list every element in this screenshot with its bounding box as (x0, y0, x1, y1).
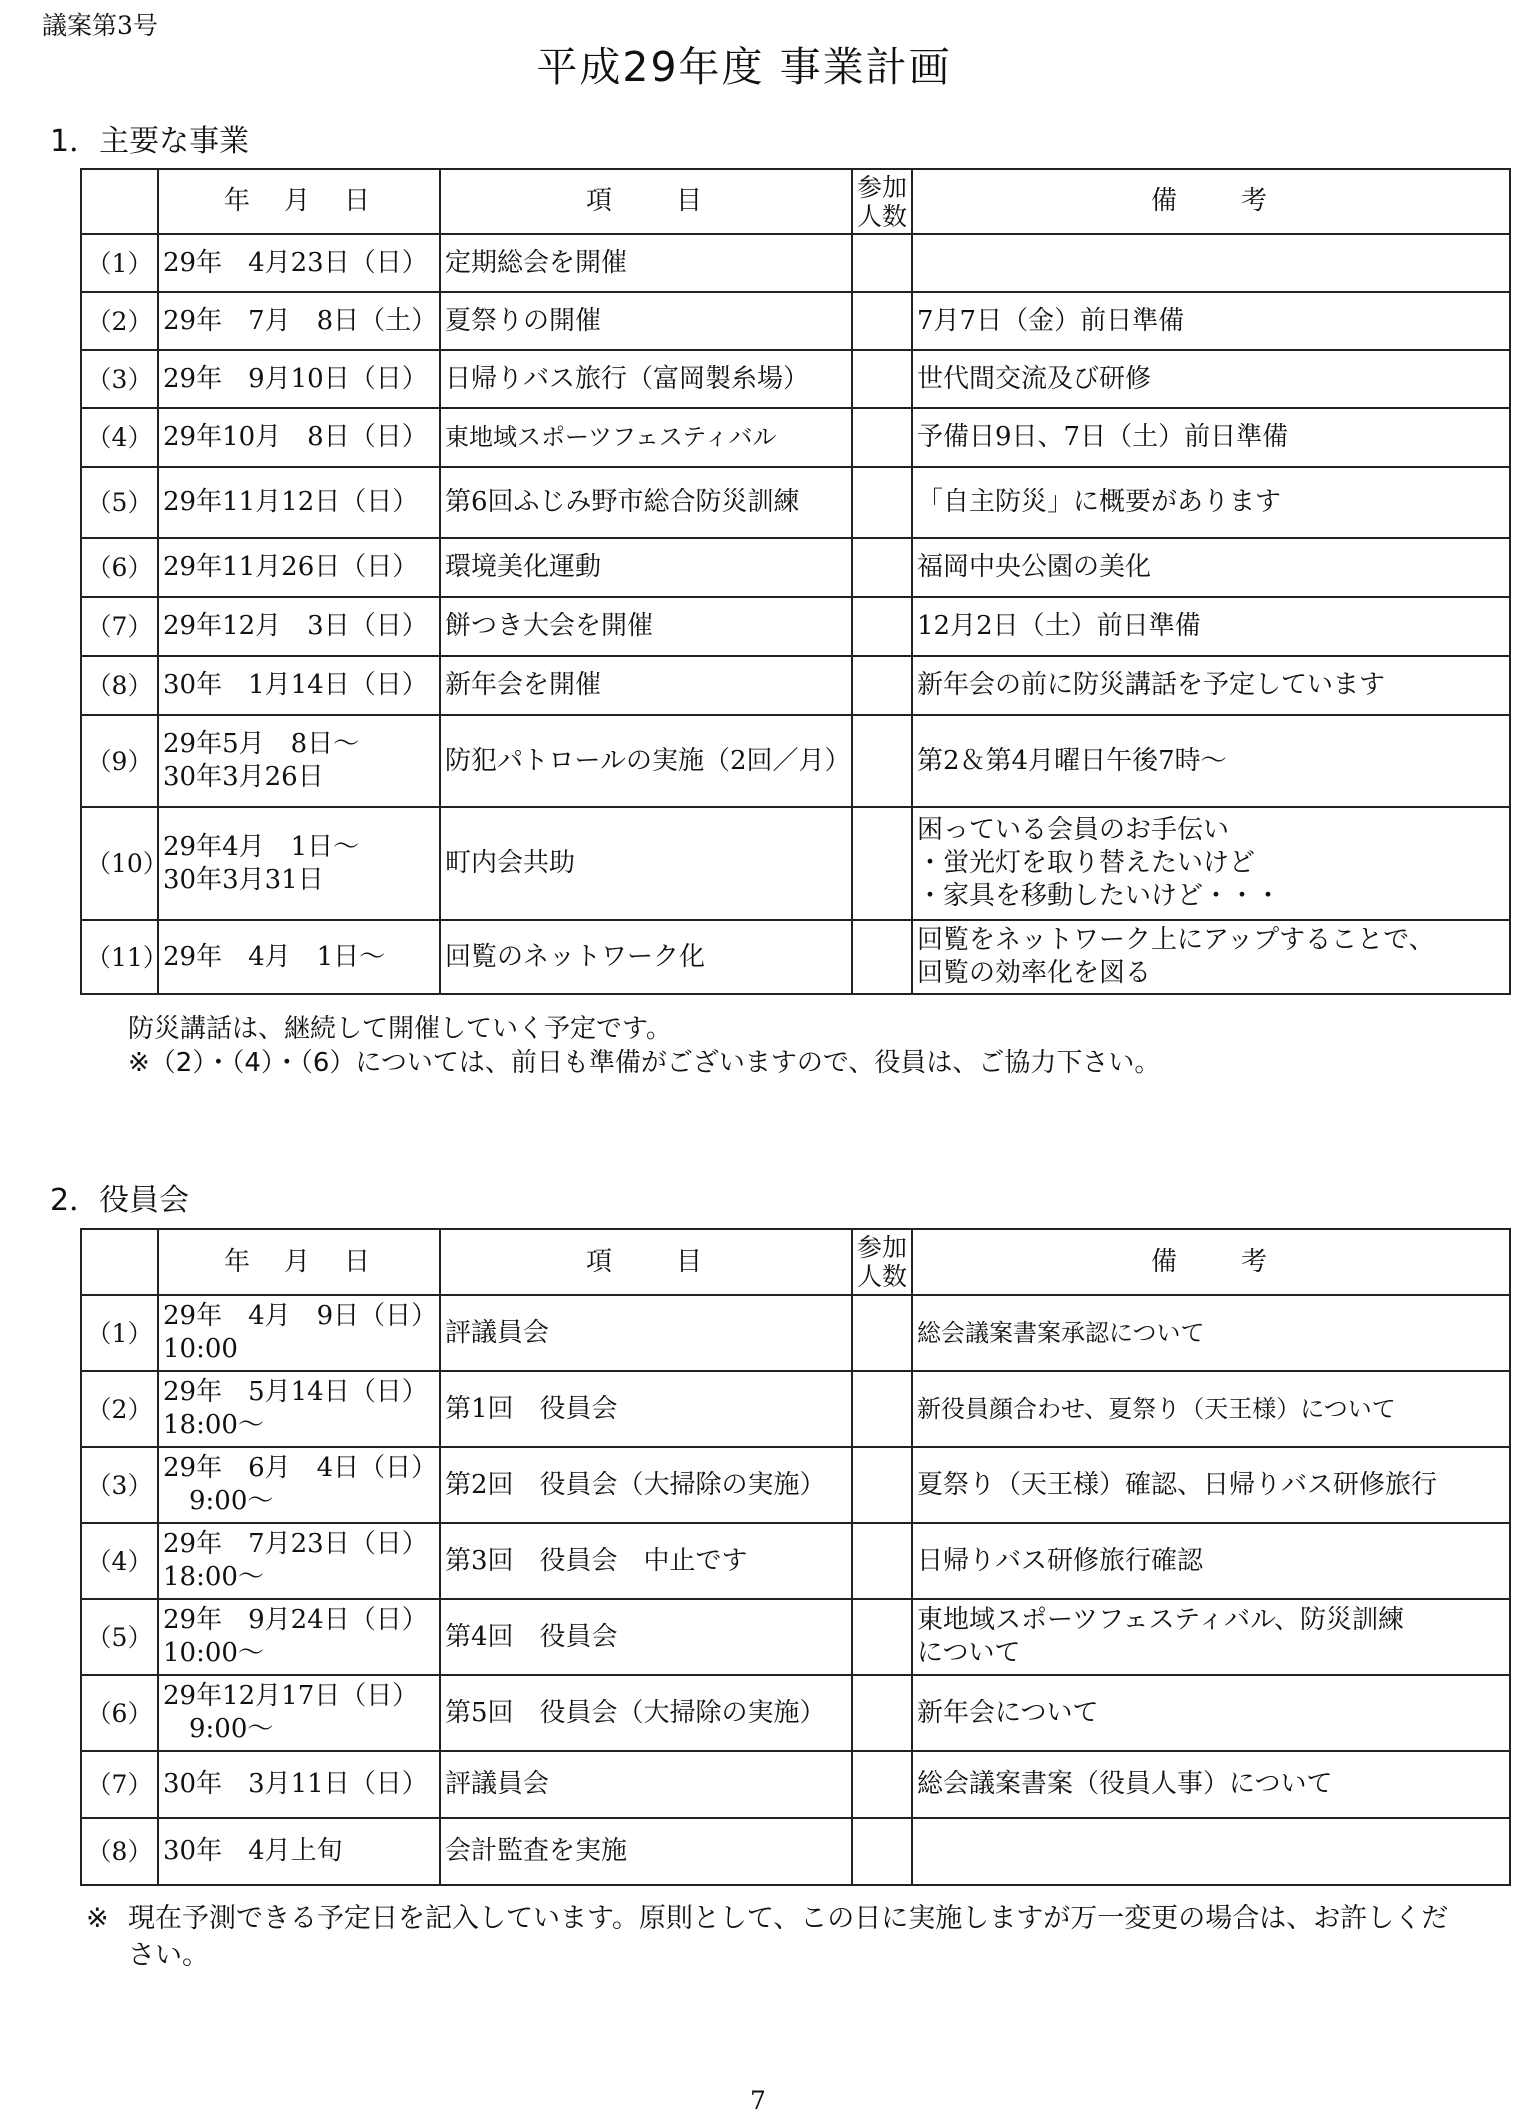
row-participants (852, 656, 912, 715)
main-events-notes (128, 1012, 1160, 1080)
row-date: 30年 3月11日（日） (158, 1751, 440, 1818)
row-note: 福岡中央公園の美化 (912, 538, 1510, 597)
page-title: 平成29年度 事業計画 (536, 43, 952, 91)
row-item: 第6回ふじみ野市総合防災訓練 (440, 467, 852, 538)
row-note: 新役員顔合わせ、夏祭り（天王様）について (912, 1371, 1510, 1447)
header-date: 年 月 日 (158, 169, 440, 234)
row-date: 29年 7月 8日（土） (158, 292, 440, 350)
row-date: 29年11月12日（日） (158, 467, 440, 538)
row-number: （9） (81, 715, 158, 807)
row-number: （7） (81, 1751, 158, 1818)
row-date: 29年10月 8日（日） (158, 408, 440, 467)
row-date: 29年4月 1日～ 30年3月31日 (158, 807, 440, 920)
table-row (81, 1675, 1510, 1751)
table-row (81, 408, 1510, 467)
section-heading-board-meetings: 2．役員会 (50, 1183, 190, 1218)
row-note: 7月7日（金）前日準備 (912, 292, 1510, 350)
table-header-row (81, 169, 1510, 234)
row-number: （2） (81, 292, 158, 350)
footnote-text-continued: さい。 (128, 1940, 209, 1971)
row-item: 夏祭りの開催 (440, 292, 852, 350)
row-number: （11） (81, 920, 158, 994)
table-row (81, 1751, 1510, 1818)
row-participants (852, 597, 912, 656)
row-note: 12月2日（土）前日準備 (912, 597, 1510, 656)
row-note: 日帰りバス研修旅行確認 (912, 1523, 1510, 1599)
row-date: 29年 4月23日（日） (158, 234, 440, 292)
row-note: 新年会の前に防災講話を予定しています (912, 656, 1510, 715)
page-number: 7 (750, 2086, 766, 2115)
table-row (81, 920, 1510, 994)
header-date: 年 月 日 (158, 1229, 440, 1295)
row-participants (852, 1599, 912, 1675)
row-item: 第4回 役員会 (440, 1599, 852, 1675)
row-item: 日帰りバス旅行（富岡製糸場） (440, 350, 852, 408)
row-item: 回覧のネットワーク化 (440, 920, 852, 994)
row-item: 防犯パトロールの実施（2回／月） (440, 715, 852, 807)
note-line: ※（2）・（4）・（6）については、前日も準備がございますので、役員は、ご協力下さい。 (128, 1048, 1161, 1078)
row-participants (852, 467, 912, 538)
row-participants (852, 920, 912, 994)
row-participants (852, 1447, 912, 1523)
row-item: 餅つき大会を開催 (440, 597, 852, 656)
header-number (81, 169, 158, 234)
row-date: 29年12月 3日（日） (158, 597, 440, 656)
row-number: （3） (81, 1447, 158, 1523)
row-note: 新年会について (912, 1675, 1510, 1751)
row-date: 29年5月 8日～ 30年3月26日 (158, 715, 440, 807)
row-participants (852, 807, 912, 920)
table-row (81, 538, 1510, 597)
table-row (81, 1818, 1510, 1885)
row-date: 29年 6月 4日（日） 9:00～ (158, 1447, 440, 1523)
row-number: （6） (81, 1675, 158, 1751)
row-number: （5） (81, 1599, 158, 1675)
row-item: 第3回 役員会 中止です (440, 1523, 852, 1599)
row-number: （7） (81, 597, 158, 656)
header-number (81, 1229, 158, 1295)
note-line: 防災講話は、継続して開催していく予定です。 (128, 1014, 672, 1044)
row-item: 環境美化運動 (440, 538, 852, 597)
row-note: 総会議案書案承認について (912, 1295, 1510, 1371)
row-date: 29年12月17日（日） 9:00～ (158, 1675, 440, 1751)
row-number: （1） (81, 234, 158, 292)
row-item: 第5回 役員会（大掃除の実施） (440, 1675, 852, 1751)
document-label: 議案第3号 (42, 11, 158, 40)
header-notes: 備 考 (912, 1229, 1510, 1295)
row-item: 第2回 役員会（大掃除の実施） (440, 1447, 852, 1523)
row-number: （4） (81, 1523, 158, 1599)
row-note: 回覧をネットワーク上にアップすることで、 回覧の効率化を図る (912, 920, 1510, 994)
table-row (81, 807, 1510, 920)
row-note (912, 1818, 1510, 1885)
row-date: 30年 4月上旬 (158, 1818, 440, 1885)
table-row (81, 1371, 1510, 1447)
header-participants: 参加 人数 (852, 169, 912, 234)
table-row (81, 1447, 1510, 1523)
table-row (81, 715, 1510, 807)
row-number: （2） (81, 1371, 158, 1447)
row-item: 評議員会 (440, 1295, 852, 1371)
header-item: 項 目 (440, 1229, 852, 1295)
row-number: （3） (81, 350, 158, 408)
row-item: 定期総会を開催 (440, 234, 852, 292)
row-participants (852, 234, 912, 292)
table-row (81, 234, 1510, 292)
row-item: 新年会を開催 (440, 656, 852, 715)
row-item: 町内会共助 (440, 807, 852, 920)
table-header-row (81, 1229, 1510, 1295)
table-row (81, 1295, 1510, 1371)
row-participants (852, 408, 912, 467)
row-date: 30年 1月14日（日） (158, 656, 440, 715)
row-number: （10） (81, 807, 158, 920)
table-row (81, 597, 1510, 656)
row-item: 東地域スポーツフェスティバル (440, 408, 852, 467)
row-item: 会計監査を実施 (440, 1818, 852, 1885)
row-item: 評議員会 (440, 1751, 852, 1818)
table-row (81, 292, 1510, 350)
row-participants (852, 350, 912, 408)
row-number: （1） (81, 1295, 158, 1371)
row-date: 29年 9月24日（日） 10:00～ (158, 1599, 440, 1675)
row-participants (852, 1818, 912, 1885)
row-participants (852, 1295, 912, 1371)
row-note: 総会議案書案（役員人事）について (912, 1751, 1510, 1818)
row-note: 「自主防災」に概要があります (912, 467, 1510, 538)
table-row (81, 350, 1510, 408)
row-number: （8） (81, 656, 158, 715)
row-note: 世代間交流及び研修 (912, 350, 1510, 408)
row-note: 予備日9日、7日（土）前日準備 (912, 408, 1510, 467)
row-date: 29年 9月10日（日） (158, 350, 440, 408)
row-item: 第1回 役員会 (440, 1371, 852, 1447)
row-participants (852, 715, 912, 807)
row-number: （5） (81, 467, 158, 538)
main-events-table (80, 168, 1511, 995)
row-date: 29年 5月14日（日） 18:00～ (158, 1371, 440, 1447)
row-date: 29年 4月 1日～ (158, 920, 440, 994)
header-item: 項 目 (440, 169, 852, 234)
header-notes: 備 考 (912, 169, 1510, 234)
table-row (81, 656, 1510, 715)
row-note: 東地域スポーツフェスティバル、防災訓練 について (912, 1599, 1510, 1675)
table-row (81, 1523, 1510, 1599)
row-date: 29年11月26日（日） (158, 538, 440, 597)
row-participants (852, 1371, 912, 1447)
row-participants (852, 1523, 912, 1599)
row-date: 29年 7月23日（日） 18:00～ (158, 1523, 440, 1599)
row-number: （8） (81, 1818, 158, 1885)
row-note: 夏祭り（天王様）確認、日帰りバス研修旅行 (912, 1447, 1510, 1523)
footnote (86, 1900, 1506, 1974)
row-number: （4） (81, 408, 158, 467)
row-note: 第2＆第4月曜日午後7時～ (912, 715, 1510, 807)
row-note (912, 234, 1510, 292)
row-participants (852, 1751, 912, 1818)
row-participants (852, 538, 912, 597)
row-note: 困っている会員のお手伝い ・蛍光灯を取り替えたいけど ・家具を移動したいけど・・・ (912, 807, 1510, 920)
row-participants (852, 1675, 912, 1751)
table-row (81, 1599, 1510, 1675)
header-participants: 参加 人数 (852, 1229, 912, 1295)
row-number: （6） (81, 538, 158, 597)
section-heading-main-events: 1．主要な事業 (50, 124, 250, 159)
table-row (81, 467, 1510, 538)
footnote-text: 現在予測できる予定日を記入しています。原則として、この日に実施しますが万一変更の場合は、お許しくだ (128, 1903, 1449, 1934)
row-participants (852, 292, 912, 350)
row-date: 29年 4月 9日（日） 10:00 (158, 1295, 440, 1371)
footnote-mark: ※ (86, 1903, 109, 1934)
board-meetings-table (80, 1228, 1511, 1886)
